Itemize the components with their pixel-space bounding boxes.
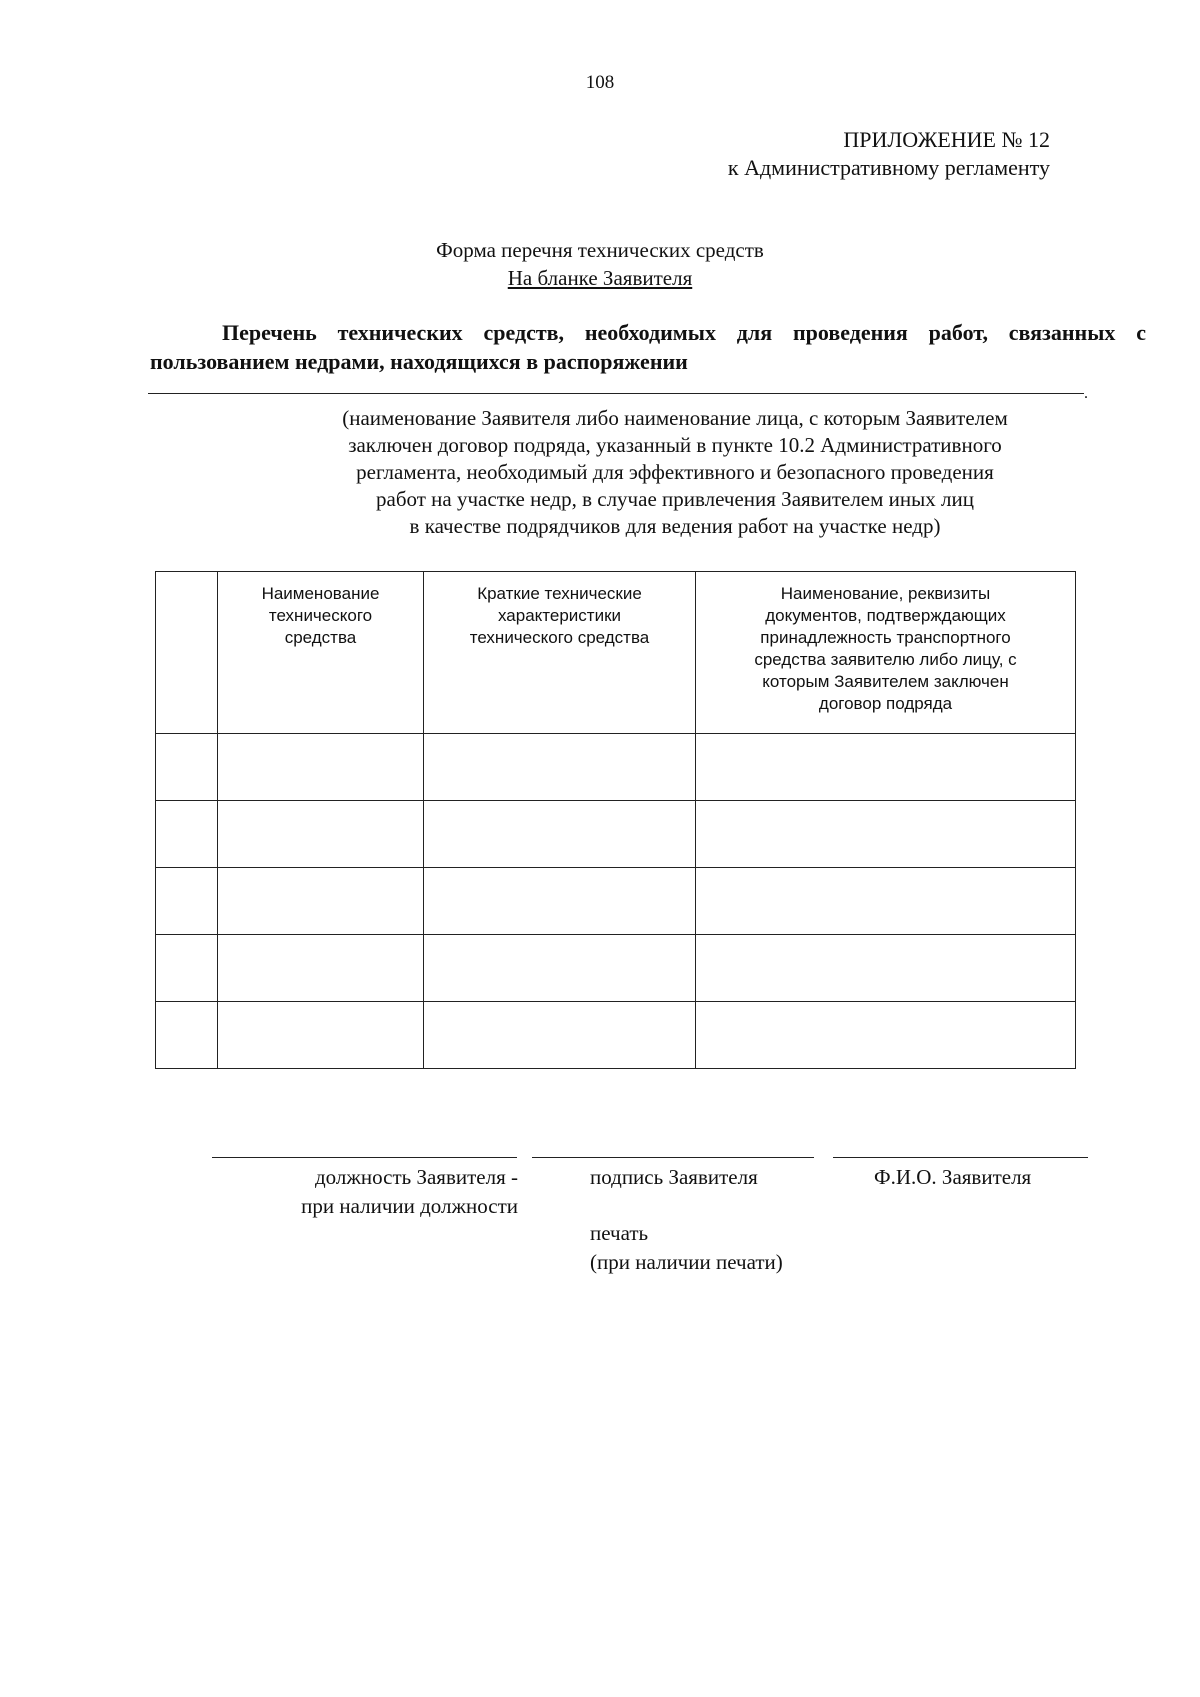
- applicant-name-caption: [250, 405, 1100, 540]
- appendix-subtitle: к Административному регламенту: [727, 155, 1050, 180]
- table-cell: [156, 1002, 218, 1069]
- stamp-label-line: (при наличии печати): [590, 1250, 783, 1274]
- table-row: [156, 734, 1076, 801]
- applicant-name-line-end: .: [1084, 385, 1088, 402]
- header-text: технического: [268, 606, 373, 625]
- table-cell: [218, 868, 424, 935]
- table-row: [156, 868, 1076, 935]
- position-label-line: при наличии должности: [301, 1194, 518, 1218]
- appendix-header: [550, 126, 1050, 182]
- table-cell: [156, 734, 218, 801]
- caption-line: регламента, необходимый для эффективного и безопасного проведения: [356, 460, 994, 484]
- applicant-name-line: [148, 393, 1084, 394]
- table-cell: [424, 801, 696, 868]
- form-title: [0, 236, 1200, 292]
- position-label-line: должность Заявителя -: [314, 1165, 518, 1189]
- header-text: Наименование: [261, 584, 380, 603]
- header-documents: [696, 572, 1076, 734]
- table-cell: [424, 1002, 696, 1069]
- table-cell: [696, 935, 1076, 1002]
- header-text: которым Заявителем заключен: [762, 672, 1009, 691]
- fio-signature-line: [833, 1157, 1088, 1158]
- position-label: [218, 1163, 518, 1221]
- header-text: средства заявителю либо лицу, с: [754, 650, 1017, 669]
- caption-line: (наименование Заявителя либо наименование лица, с которым Заявителем: [342, 406, 1008, 430]
- document-title: Перечень технических средств, необходимых для проведения работ, связанных с пользованием недрами, находящихся в распоряжении: [150, 320, 1146, 374]
- caption-line: работ на участке недр, в случае привлечения Заявителем иных лиц: [376, 487, 974, 511]
- table-cell: [696, 801, 1076, 868]
- header-name: [218, 572, 424, 734]
- form-title-line: Форма перечня технических средств: [436, 238, 764, 262]
- table-cell: [696, 734, 1076, 801]
- appendix-title: ПРИЛОЖЕНИЕ № 12: [843, 127, 1050, 152]
- header-text: технического средства: [469, 628, 650, 647]
- position-signature-line: [212, 1157, 517, 1158]
- header-text: Наименование, реквизиты: [780, 584, 991, 603]
- caption-line: заключен договор подряда, указанный в пункте 10.2 Административного: [348, 433, 1002, 457]
- header-text: принадлежность транспортного: [760, 628, 1011, 647]
- header-text: Краткие технические: [477, 584, 642, 603]
- signature-line: [532, 1157, 814, 1158]
- stamp-label: [590, 1219, 783, 1277]
- table-cell: [156, 868, 218, 935]
- header-text: средства: [284, 628, 357, 647]
- header-text: характеристики: [497, 606, 622, 625]
- table-cell: [218, 801, 424, 868]
- table-cell: [424, 935, 696, 1002]
- header-number-cell: [156, 572, 218, 734]
- table-cell: [696, 868, 1076, 935]
- table-cell: [218, 1002, 424, 1069]
- form-letterhead-note: На бланке Заявителя: [507, 266, 693, 290]
- table-row: [156, 801, 1076, 868]
- table-header-row: [156, 572, 1076, 734]
- table-cell: [156, 801, 218, 868]
- table-cell: [424, 734, 696, 801]
- page-number: 108: [585, 72, 615, 93]
- technical-means-table: [155, 571, 1076, 1069]
- header-text: документов, подтверждающих: [765, 606, 1006, 625]
- table-cell: [218, 734, 424, 801]
- table-cell: [696, 1002, 1076, 1069]
- header-characteristics: [424, 572, 696, 734]
- table-cell: [156, 935, 218, 1002]
- fio-label: Ф.И.О. Заявителя: [874, 1165, 1032, 1189]
- table-row: [156, 1002, 1076, 1069]
- table-cell: [218, 935, 424, 1002]
- header-text: договор подряда: [818, 694, 953, 713]
- signature-label: подпись Заявителя: [590, 1165, 758, 1189]
- table-row: [156, 935, 1076, 1002]
- stamp-label-line: печать: [590, 1221, 649, 1245]
- caption-line: в качестве подрядчиков для ведения работ на участке недр): [409, 514, 941, 538]
- table-cell: [424, 868, 696, 935]
